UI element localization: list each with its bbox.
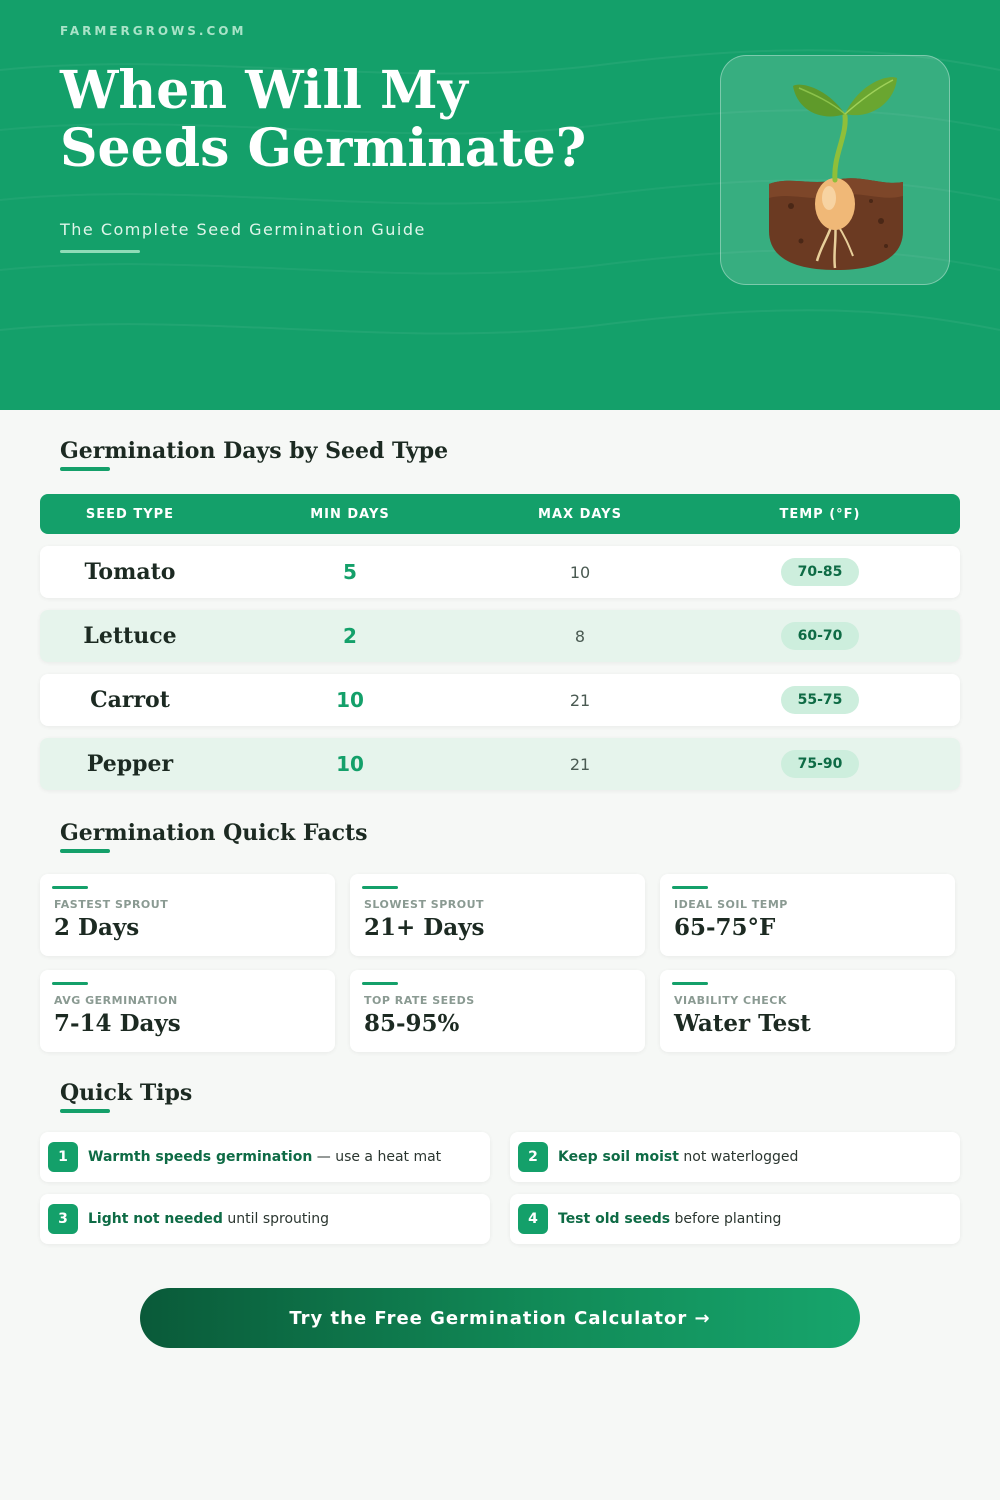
column-header-seed-type: SEED TYPE [85,506,175,522]
fact-label: SLOWEST SPROUT [364,898,485,911]
tip-number-badge: 2 [518,1142,548,1172]
seed-name: Pepper [86,751,174,777]
seed-name: Tomato [84,559,176,585]
fact-value: 85-95% [364,1010,460,1037]
fact-label: TOP RATE SEEDS [364,994,475,1007]
max-days: 8 [574,626,586,646]
tip-text [88,1149,441,1165]
tip-detail: — use a heat mat [312,1149,442,1165]
tip-highlight: Test old seeds [558,1211,671,1227]
fact-card [660,874,955,956]
fact-card [660,970,955,1052]
page-title-line2: Seeds Germinate? [60,118,587,179]
fact-value: 7-14 Days [54,1010,181,1037]
tip-highlight: Keep soil moist [558,1149,679,1165]
subtitle-underline [60,250,140,253]
table-row [40,610,960,662]
max-days: 10 [569,562,591,582]
tip-item [510,1194,960,1244]
column-header-min-days: MIN DAYS [310,506,390,522]
tip-item [40,1194,490,1244]
fact-label: AVG GERMINATION [54,994,178,1007]
max-days: 21 [569,690,591,710]
temp-badge: 75-90 [781,750,859,778]
fact-card [350,970,645,1052]
fact-value: Water Test [674,1010,811,1037]
fact-accent-bar [672,982,708,985]
fact-value: 65-75°F [674,914,776,941]
page-subtitle: The Complete Seed Germination Guide [60,220,426,239]
min-days: 10 [336,752,364,776]
min-days: 10 [336,688,364,712]
brand-name: FARMERGROWS.COM [60,24,247,38]
tip-text [88,1211,329,1227]
fact-card [40,970,335,1052]
fact-accent-bar [52,886,88,889]
table-row [40,674,960,726]
seed-name: Carrot [90,687,170,713]
fact-value: 21+ Days [364,914,485,941]
tip-text [558,1149,798,1165]
tip-number-badge: 4 [518,1204,548,1234]
tip-highlight: Light not needed [88,1211,223,1227]
page-title-line1: When Will My [60,60,468,121]
seed-name: Lettuce [83,623,177,649]
fact-accent-bar [672,886,708,889]
fact-accent-bar [362,886,398,889]
temp-badge: 60-70 [781,622,859,650]
facts-section-title-underline [60,849,110,853]
fact-label: VIABILITY CHECK [674,994,787,1007]
seedling-sprouting-from-soil-icon [721,56,951,286]
column-header-temp: TEMP (°F) [779,506,861,522]
hero-header [0,0,1000,410]
tip-item [510,1132,960,1182]
tips-section-title: Quick Tips [60,1080,193,1106]
germination-calculator-cta-button[interactable]: Try the Free Germination Calculator → [140,1288,860,1348]
fact-label: IDEAL SOIL TEMP [674,898,788,911]
fact-card [40,874,335,956]
temp-badge: 55-75 [781,686,859,714]
table-row [40,546,960,598]
hero-illustration-card [720,55,950,285]
tip-number-badge: 1 [48,1142,78,1172]
fact-accent-bar [362,982,398,985]
tip-detail: before planting [670,1211,782,1227]
table-header [40,494,960,534]
table-section-title-underline [60,467,110,471]
facts-section-title: Germination Quick Facts [60,820,368,846]
fact-value: 2 Days [54,914,140,941]
table-row [40,738,960,790]
tip-highlight: Warmth speeds germination [88,1149,313,1165]
tip-detail: not waterlogged [678,1149,799,1165]
temp-badge: 70-85 [781,558,859,586]
min-days: 2 [343,624,357,648]
tip-item [40,1132,490,1182]
table-section-title: Germination Days by Seed Type [60,438,449,464]
fact-card [350,874,645,956]
fact-accent-bar [52,982,88,985]
min-days: 5 [343,560,357,584]
column-header-max-days: MAX DAYS [538,506,622,522]
tips-section-title-underline [60,1109,110,1113]
max-days: 21 [569,754,591,774]
tip-detail: until sprouting [222,1211,330,1227]
tip-text [558,1211,781,1227]
page-title [60,62,660,178]
tip-number-badge: 3 [48,1204,78,1234]
fact-label: FASTEST SPROUT [54,898,169,911]
